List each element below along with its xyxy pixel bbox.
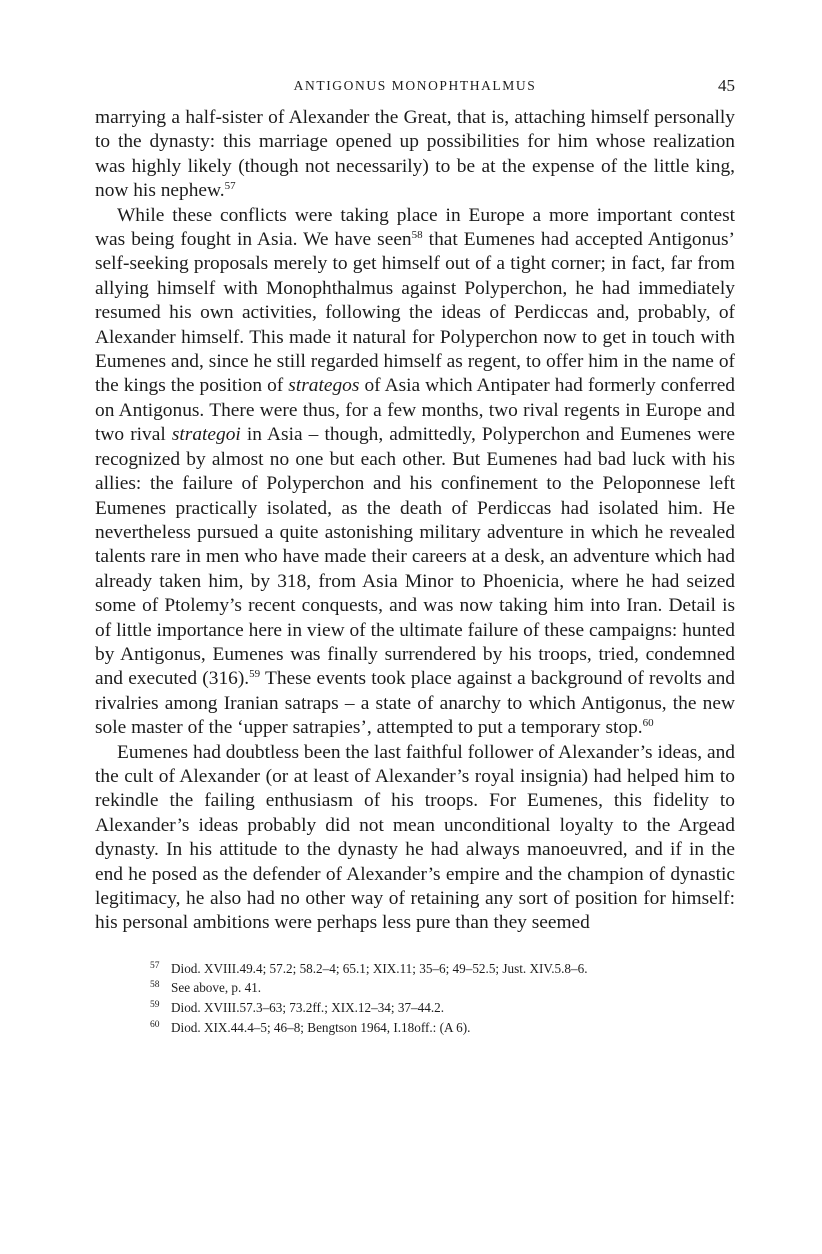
footnote-ref: 57 (224, 180, 236, 193)
book-page (95, 76, 735, 1037)
footnotes (95, 959, 735, 1037)
footnote-number: 57 (150, 960, 160, 971)
italic-term: strategoi (171, 424, 241, 446)
text-run: of Asia which Antipater had formerly conferred on Antigonus. There were thus, for a few months, two rival regents in Europe and two rival (95, 375, 736, 446)
footnote (150, 978, 735, 998)
paragraph (95, 106, 735, 204)
italic-term: strategos (288, 375, 360, 397)
paragraph (95, 741, 735, 936)
footnote-text: See above, p. 41. (171, 980, 262, 996)
footnote-number: 58 (150, 980, 160, 991)
footnote (150, 1018, 735, 1038)
text-run: While these conflicts were taking place in Europe a more important contest was being fought in Asia. We have seen (95, 204, 735, 251)
text-run: that Eumenes had accepted Antigonus’ self-seeking proposals merely to get himself out of a tight corner; in fact, far from allying himself with Monophthalmus against Polyperchon, he had immediately resumed his own activities, following the ideas of Perdiccas and, probably, of Alexander himself. This made it natural for Polyperchon now to get in touch with Eumenes and, since he still regarded himself as regent, to offer him in the name of the kings the position of (95, 229, 736, 397)
footnote (150, 998, 735, 1018)
running-title: ANTIGONUS MONOPHTHALMUS (293, 78, 537, 93)
page-number: 45 (718, 76, 735, 95)
footnote-text: Diod. XIX.44.4–5; 46–8; Bengtson 1964, I.18off.: (A 6). (171, 1019, 471, 1035)
footnote-ref: 59 (249, 668, 261, 681)
paragraph (95, 204, 735, 741)
footnote-ref: 58 (411, 229, 423, 242)
running-head (95, 76, 735, 102)
text-run: marrying a half-sister of Alexander the Great, that is, attaching himself personally to the dynasty: this marriage opened up possibilities for him whose realization was highly likely (though not necessarily) to be at the expense of the little king, now his nephew. (95, 107, 735, 202)
footnote-number: 60 (150, 1019, 160, 1030)
footnote-ref: 60 (642, 717, 654, 730)
footnote-text: Diod. XVIII.49.4; 57.2; 58.2–4; 65.1; XIX.11; 35–6; 49–52.5; Just. XIV.5.8–6. (171, 960, 588, 976)
footnote (150, 959, 735, 979)
footnote-number: 59 (150, 1000, 160, 1010)
footnote-text: Diod. XVIII.57.3–63; 73.2ff.; XIX.12–34; 37–44.2. (171, 1000, 445, 1015)
text-run: These events took place against a background of revolts and rivalries among Iranian satraps – a state of anarchy to which Antigonus, the new sole master of the ‘upper satrapies’, attempted to put a temporary stop. (95, 668, 735, 739)
text-run: in Asia – though, admittedly, Polyperchon and Eumenes were recognized by almost no one but each other. But Eumenes had bad luck with his allies: the failure of Polyperchon and his confinement to the Peloponnese left Eumenes practically isolated, as the death of Perdiccas had isolated him. He nevertheless pursued a quite astonishing military adventure in which he revealed talents rare in men who have made their careers at a desk, an adventure which had already taken him, by 318, from Asia Minor to Phoenicia, where he had seized some of Ptolemy’s recent conquests, and was now taking him into Iran. Detail is of little importance here in view of the ultimate failure of these campaigns: hunted by Antigonus, Eumenes was finally surrendered by his troops, tried, condemned and executed (316). (95, 424, 735, 690)
text-run: Eumenes had doubtless been the last faithful follower of Alexander’s ideas, and the cult of Alexander (or at least of Alexander’s royal insignia) had helped him to rekindle the failing enthusiasm of his troops. For Eumenes, this fidelity to Alexander’s ideas probably did not mean unconditional loyalty to the Argead dynasty. In his attitude to the dynasty he had always manoeuvred, and if in the end he posed as the defender of Alexander’s empire and the champion of dynastic legitimacy, he also had no other way of retaining any sort of position for himself: his personal ambitions were perhaps less pure than they seemed (95, 741, 735, 934)
body-text (95, 106, 735, 936)
